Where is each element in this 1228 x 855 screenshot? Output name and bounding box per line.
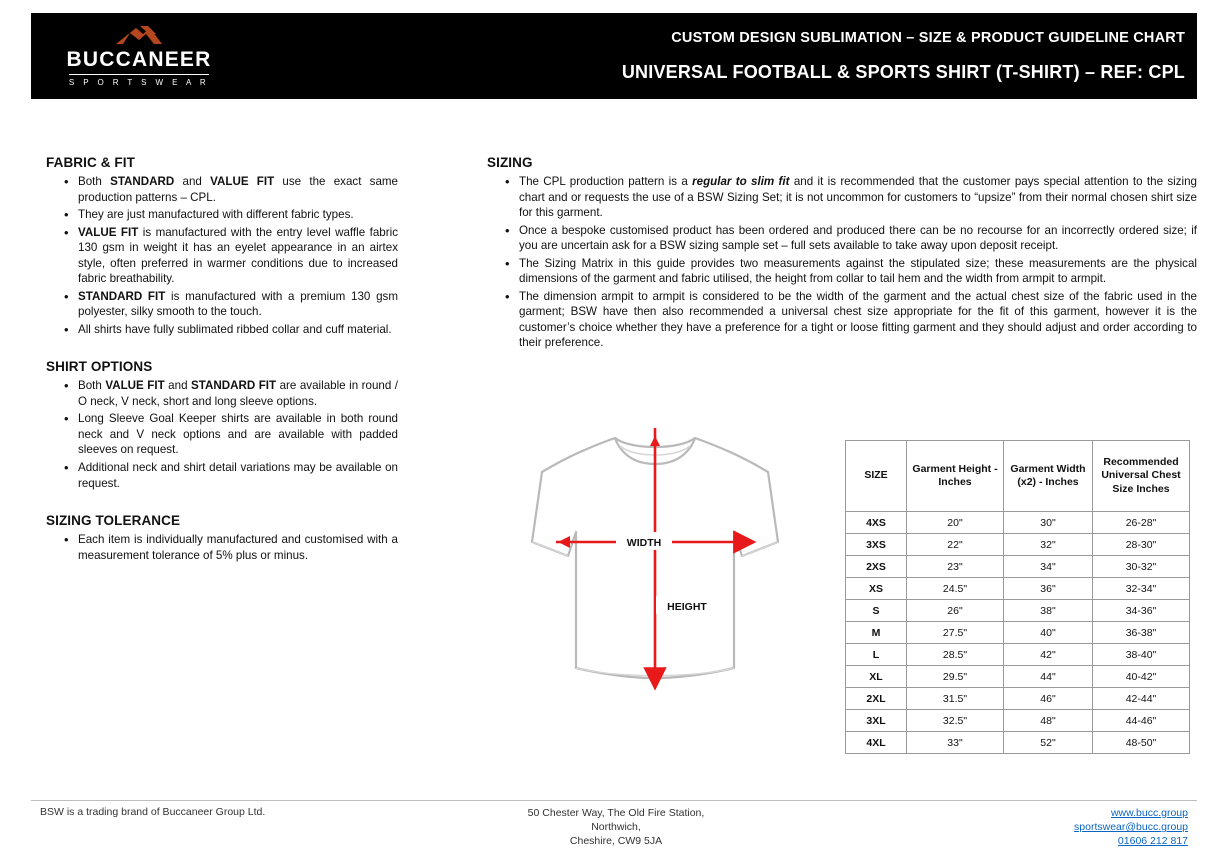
height-label: HEIGHT [667,601,707,613]
footer-phone: 01606 212 817 [1117,835,1188,848]
cell-width: 52" [1004,732,1093,754]
cell-height: 29.5" [907,666,1004,688]
cell-size: 4XL [846,732,907,754]
list-item: • The Sizing Matrix in this guide provides two measurements against the stipulated size; these measurements are the physical dimensions of the garment and fabric utilised, the height from collar to tail hem and the width from armpit to armpit. [487,256,1197,287]
cell-chest: 42-44" [1093,688,1190,710]
cell-size: XL [846,666,907,688]
cell-width: 34" [1004,556,1093,578]
footer-contact [888,806,1188,849]
col-header-recommended-chest: Recommended Universal Chest Size Inches [1093,441,1190,512]
cell-width: 48" [1004,710,1093,732]
table-row [846,534,1190,556]
cell-chest: 36-38" [1093,622,1190,644]
cell-height: 33" [907,732,1004,754]
cell-height: 26" [907,600,1004,622]
cell-width: 30" [1004,512,1093,534]
section-heading-shirt-options: SHIRT OPTIONS [46,359,153,375]
cell-chest: 26-28" [1093,512,1190,534]
table-row [846,732,1190,754]
cell-height: 32.5" [907,710,1004,732]
address-line-2: Northwich, [591,821,641,834]
mountain-chevron-icon [110,25,168,47]
cell-width: 46" [1004,688,1093,710]
col-header-garment-width: Garment Width (x2) - Inches [1004,441,1093,512]
sizing-list [487,174,1197,351]
table-row [846,644,1190,666]
list-item: • They are just manufactured with different fabric types. [46,207,398,223]
cell-size: 3XS [846,534,907,556]
cell-size: 3XL [846,710,907,732]
list-item: • Both VALUE FIT and STANDARD FIT are available in round / O neck, V neck, short and long sleeve options. [46,378,398,409]
cell-size: XS [846,578,907,600]
brand-logo [49,23,229,89]
header-title-block [229,13,1197,99]
cell-height: 27.5" [907,622,1004,644]
list-item: • VALUE FIT is manufactured with the entry level waffle fabric 130 gsm in weight it has an eyelet appearance in an airtex style, often preferred in warmer conditions due to increased fabric breathability. [46,225,398,287]
cell-width: 40" [1004,622,1093,644]
width-label: WIDTH [626,537,662,549]
table-row [846,512,1190,534]
list-item: • Both STANDARD and VALUE FIT use the exact same production patterns – CPL. [46,174,398,205]
tshirt-measurement-diagram [520,420,790,700]
section-heading-fabric-fit: FABRIC & FIT [46,155,135,170]
shirt-options-list [46,378,398,491]
sizing-tolerance-list [46,532,398,563]
page-header [31,13,1197,99]
cell-width: 38" [1004,600,1093,622]
cell-chest: 48-50" [1093,732,1190,754]
footer-website-link[interactable]: www.bucc.group [1110,807,1188,819]
header-title-primary: CUSTOM DESIGN SUBLIMATION – SIZE & PRODUCT GUIDELINE CHART [671,29,1185,46]
brand-wordmark: BUCCANEER [66,47,212,71]
col-header-garment-height: Garment Height - Inches [907,441,1004,512]
table-header-row [846,441,1190,512]
address-line-1: 50 Chester Way, The Old Fire Station, [527,807,705,819]
section-heading-sizing-tolerance: SIZING TOLERANCE [46,513,181,529]
sizing-table-container [845,440,1190,754]
footer-email-link[interactable]: sportswear@bucc.group [1074,821,1188,834]
list-item: • Long Sleeve Goal Keeper shirts are available in both round neck and V neck options and are available with padded sleeves on request. [46,411,398,458]
cell-height: 23" [907,556,1004,578]
address-line-3: Cheshire, CW9 5JA [569,835,663,848]
list-item: • All shirts have fully sublimated ribbed collar and cuff material. [46,322,398,338]
table-row [846,622,1190,644]
list-item: • Each item is individually manufactured and customised with a measurement tolerance of 5% plus or minus. [46,532,398,563]
cell-size: L [846,644,907,666]
logo-divider [69,74,209,75]
cell-chest: 30-32" [1093,556,1190,578]
cell-size: 2XL [846,688,907,710]
cell-size: 2XS [846,556,907,578]
cell-height: 20" [907,512,1004,534]
list-item: • Additional neck and shirt detail variations may be available on request. [46,460,398,491]
cell-size: M [846,622,907,644]
cell-chest: 28-30" [1093,534,1190,556]
table-row [846,600,1190,622]
table-row [846,556,1190,578]
section-heading-sizing: SIZING [487,155,533,170]
list-item: • STANDARD FIT is manufactured with a premium 130 gsm polyester, silky smooth to the touch. [46,289,398,320]
col-header-size: SIZE [846,441,907,512]
table-row [846,578,1190,600]
table-row [846,666,1190,688]
list-item: • The dimension armpit to armpit is considered to be the width of the garment and the actual chest size of the fabric used in the garment; BSW have then also recommended a universal chest size appropriate for the fit of this garment, however it is the customer’s choice whether they have a preference for a tight or loose fitting garment and they should adjust and order according to their preference. [487,289,1197,351]
table-row [846,710,1190,732]
cell-chest: 34-36" [1093,600,1190,622]
cell-height: 31.5" [907,688,1004,710]
cell-width: 42" [1004,644,1093,666]
footer-divider [31,800,1197,801]
table-row [846,688,1190,710]
cell-chest: 44-46" [1093,710,1190,732]
cell-size: S [846,600,907,622]
cell-height: 24.5" [907,578,1004,600]
left-column [46,155,398,565]
footer-address [451,806,781,849]
header-title-secondary: UNIVERSAL FOOTBALL & SPORTS SHIRT (T-SHIRT) – REF: CPL [621,61,1185,82]
sizing-table [845,440,1190,754]
fabric-fit-list [46,174,398,337]
cell-size: 4XS [846,512,907,534]
cell-width: 44" [1004,666,1093,688]
cell-width: 32" [1004,534,1093,556]
cell-chest: 32-34" [1093,578,1190,600]
list-item: • The CPL production pattern is a regular to slim fit and it is recommended that the customer pays special attention to the sizing chart and or requests the use of a BSW Sizing Set; it is not uncommon for customers to “upsize” from their normal chosen shirt size for this garment. [487,174,1197,221]
cell-chest: 40-42" [1093,666,1190,688]
sizing-table-body [846,512,1190,754]
cell-chest: 38-40" [1093,644,1190,666]
cell-height: 28.5" [907,644,1004,666]
cell-height: 22" [907,534,1004,556]
cell-width: 36" [1004,578,1093,600]
right-column [487,155,1197,353]
brand-subtitle: S P O R T S W E A R [68,78,210,88]
footer-company-note: BSW is a trading brand of Buccaneer Group Ltd. [40,806,266,818]
list-item: • Once a bespoke customised product has been ordered and produced there can be no recourse for an incorrectly ordered size; if you are uncertain ask for a BSW sizing sample set – full sets available to take away upon deposit receipt. [487,223,1197,254]
